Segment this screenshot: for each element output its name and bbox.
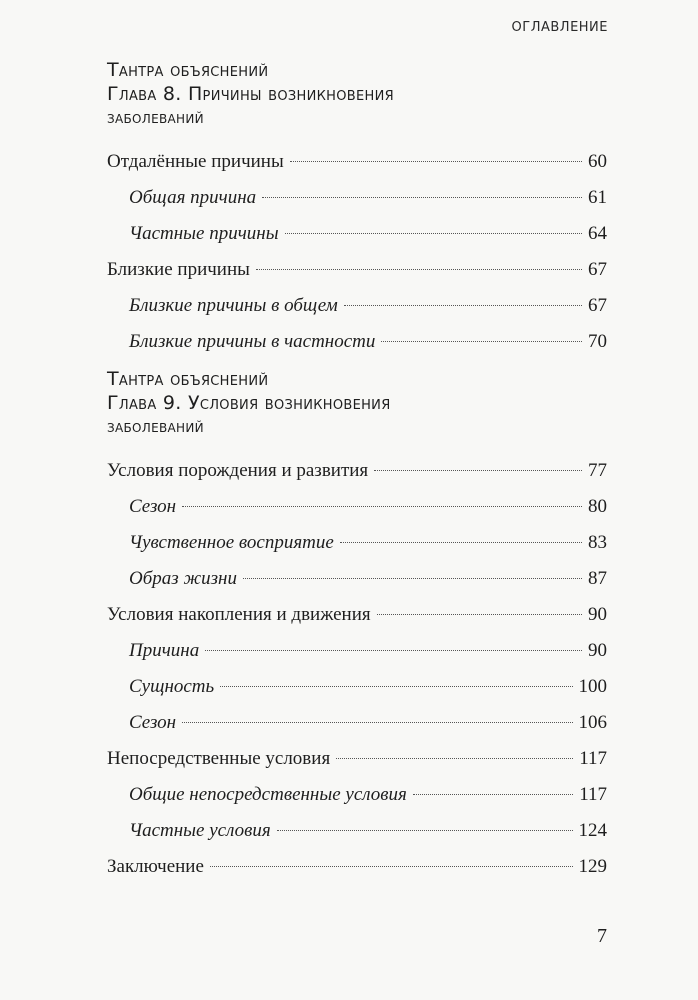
dot-leader <box>377 614 582 615</box>
entry-title: Образ жизни <box>129 568 237 589</box>
entry-page: 117 <box>579 784 607 805</box>
entry-title: Близкие причины в частности <box>129 331 376 352</box>
toc-subentry[interactable] <box>107 813 607 849</box>
dot-leader <box>285 233 582 234</box>
entry-page: 60 <box>588 151 607 172</box>
entry-page: 90 <box>588 640 607 661</box>
entry-title: Сезон <box>129 496 177 517</box>
toc-subentry[interactable] <box>107 525 607 561</box>
entry-page: 61 <box>588 187 607 208</box>
entry-title: Сезон <box>129 712 177 733</box>
toc-entry[interactable] <box>107 741 607 777</box>
toc-subentry[interactable] <box>107 288 607 324</box>
chapter-heading <box>107 367 607 439</box>
dot-leader <box>344 305 582 306</box>
toc-subentry[interactable] <box>107 705 607 741</box>
entry-page: 90 <box>588 604 607 625</box>
entry-title: Заключение <box>107 856 204 877</box>
entry-title: Причина <box>129 640 200 661</box>
toc-entry[interactable] <box>107 453 607 489</box>
entry-title: Близкие причины <box>107 259 250 280</box>
tantra-title: Тантра объяснений <box>107 59 269 81</box>
entry-page: 80 <box>588 496 607 517</box>
toc-entry[interactable] <box>107 252 607 288</box>
toc-subentry[interactable] <box>107 216 607 252</box>
toc-subentry[interactable] <box>107 489 607 525</box>
entry-page: 67 <box>588 259 607 280</box>
toc-subentry[interactable] <box>107 180 607 216</box>
entry-page: 106 <box>578 712 607 733</box>
tantra-title: Тантра объяснений <box>107 368 269 390</box>
dot-leader <box>262 197 582 198</box>
toc-entry[interactable] <box>107 849 607 885</box>
entry-page: 83 <box>588 532 607 553</box>
toc-subentry[interactable] <box>107 633 607 669</box>
entry-title: Условия порождения и развития <box>107 460 369 481</box>
dot-leader <box>336 758 573 759</box>
chapter-title-continued: заболеваний <box>107 417 204 437</box>
toc-subentry[interactable] <box>107 777 607 813</box>
entry-page: 100 <box>578 676 607 697</box>
entry-page: 87 <box>588 568 607 589</box>
entry-page: 129 <box>578 856 607 877</box>
entry-title: Близкие причины в общем <box>129 295 338 316</box>
dot-leader <box>220 686 572 687</box>
entry-page: 124 <box>578 820 607 841</box>
dot-leader <box>256 269 582 270</box>
toc-chapter-8 <box>107 58 607 360</box>
running-head: ОГЛАВЛЕНИЕ <box>511 20 608 35</box>
dot-leader <box>413 794 573 795</box>
toc-chapter-9 <box>107 367 607 885</box>
entry-page: 77 <box>588 460 607 481</box>
dot-leader <box>182 506 582 507</box>
dot-leader <box>182 722 572 723</box>
toc-subentry[interactable] <box>107 561 607 597</box>
chapter-heading <box>107 58 607 130</box>
entry-title: Общая причина <box>129 187 257 208</box>
dot-leader <box>243 578 582 579</box>
chapter-title: Глава 9. Условия возникновения <box>107 392 391 414</box>
entry-page: 64 <box>588 223 607 244</box>
page-number: 7 <box>597 925 607 947</box>
toc-subentry[interactable] <box>107 324 607 360</box>
entry-title: Сущность <box>129 676 215 697</box>
entry-title: Частные причины <box>129 223 279 244</box>
entry-page: 70 <box>588 331 607 352</box>
dot-leader <box>340 542 582 543</box>
chapter-title-continued: заболеваний <box>107 108 204 128</box>
dot-leader <box>277 830 573 831</box>
dot-leader <box>210 866 573 867</box>
dot-leader <box>381 341 582 342</box>
dot-leader <box>290 161 582 162</box>
entry-page: 67 <box>588 295 607 316</box>
chapter-title: Глава 8. Причины возникновения <box>107 83 394 105</box>
entry-title: Чувственное восприятие <box>129 532 334 553</box>
entry-title: Непосредственные условия <box>107 748 331 769</box>
dot-leader <box>374 470 582 471</box>
entry-title: Отдалённые причины <box>107 151 284 172</box>
entry-title: Условия накопления и движения <box>107 604 371 625</box>
toc-subentry[interactable] <box>107 669 607 705</box>
toc-entry[interactable] <box>107 597 607 633</box>
entry-title: Общие непосредственные условия <box>129 784 407 805</box>
dot-leader <box>205 650 582 651</box>
entry-page: 117 <box>579 748 607 769</box>
entry-title: Частные условия <box>129 820 271 841</box>
toc-entry[interactable] <box>107 144 607 180</box>
